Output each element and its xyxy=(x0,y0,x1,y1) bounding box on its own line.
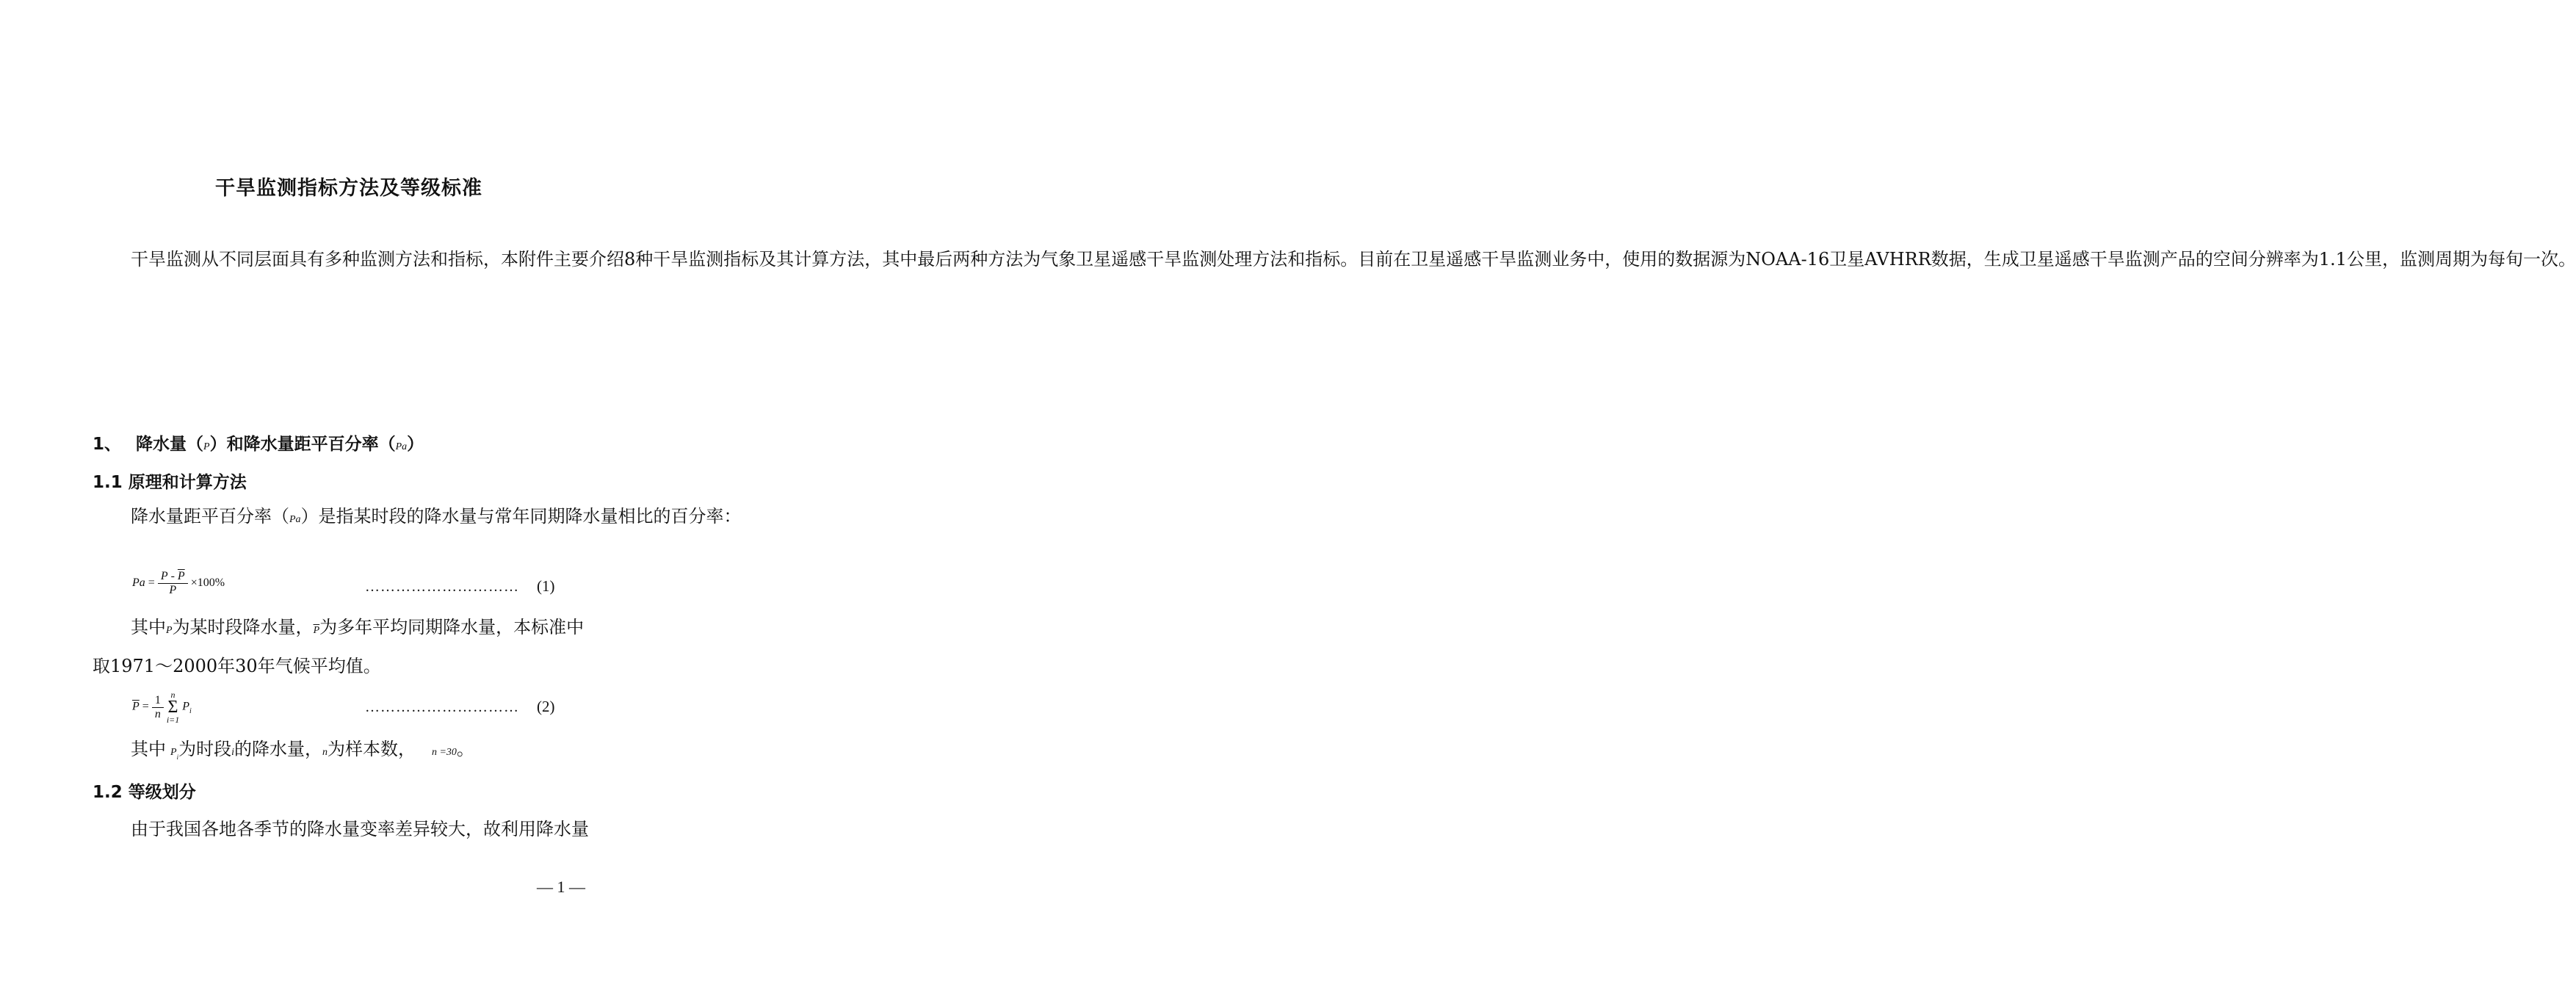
definition-text-a: 降水量距平百分率（ xyxy=(131,506,289,527)
var-p: P xyxy=(203,441,210,452)
eq2-term-sub: i xyxy=(189,706,192,715)
explanation-2: 其中 $P_i$为时段i的降水量，n为样本数， n =30。 xyxy=(131,739,474,761)
eq2-denominator: n xyxy=(154,707,161,720)
eq2-summation: n Σ i=1 xyxy=(166,690,180,725)
subsection-1-1-number: 1.1 xyxy=(93,473,123,492)
grade-paragraph: 由于我国各地各季节的降水量变率差异较大，故利用降水量 xyxy=(131,819,589,839)
eq2-leader-dots: ………………………… xyxy=(365,699,519,715)
equation-2 xyxy=(132,690,192,724)
eq1-equals: = xyxy=(148,576,155,590)
eq1-leader-dots: ………………………… xyxy=(365,579,519,595)
var-pbar-expl: $\overline{P}$ xyxy=(313,625,320,636)
page-title: 干旱监测指标方法及等级标准 xyxy=(215,177,482,200)
subsection-1-1-title: 原理和计算方法 xyxy=(128,473,247,492)
intro-paragraph: 干旱监测从不同层面具有多种监测方法和指标，本附件主要介绍8种干旱监测指标及其计算方法，其中最后两种方法为气象卫星遥感干旱监测处理方法和指标。目前在卫星遥感干旱监测业务中，使用的数据源为NOAA-16卫星AVHRR数据，生成卫星遥感干旱监测产品的空间分辨率为1.1公里，监测周期为每旬一次。 xyxy=(131,249,2576,270)
subsection-1-2-heading xyxy=(93,778,196,803)
eq2-term: P xyxy=(182,700,190,713)
eq2-lhs: $\overline{P}$ xyxy=(132,700,140,713)
section-1-heading xyxy=(93,430,424,455)
definition-text-b: ）是指某时段的降水量与常年同期降水量相比的百分率： xyxy=(300,506,742,527)
page-number: — 1 — xyxy=(537,878,585,896)
eq2-equals: = xyxy=(142,700,149,713)
explanation-1: 其中P为某时段降水量，$\overline{P}$为多年平均同期降水量，本标准中 xyxy=(131,617,585,637)
var-pa: Pa xyxy=(395,441,408,452)
eq1-denominator: P xyxy=(169,584,177,596)
eq2-number: (2) xyxy=(537,698,555,715)
var-pa-inline: Pa xyxy=(289,514,301,525)
section-1-title-c: ） xyxy=(407,435,424,454)
section-1-title-b: ）和降水量距平百分率（ xyxy=(209,435,396,454)
subsection-1-2-number: 1.2 xyxy=(93,783,123,802)
var-p-expl: P xyxy=(166,625,173,636)
var-pi: P xyxy=(170,747,177,758)
var-n: n xyxy=(322,747,328,758)
eq1-numerator: P - $\overline{P}$ xyxy=(158,570,188,584)
eq1-fraction xyxy=(158,570,188,597)
eq2-fraction xyxy=(152,694,164,721)
eq2-numerator: 1 xyxy=(152,694,164,708)
subsection-1-2-title: 等级划分 xyxy=(128,783,196,802)
eq1-tail: ×100% xyxy=(190,576,225,590)
definition-paragraph xyxy=(93,497,742,539)
subsection-1-1-heading xyxy=(93,469,247,493)
equation-1 xyxy=(132,570,225,597)
eq1-lhs: Pa xyxy=(132,576,145,590)
explanation-1-line-2: 取1971～2000年30年气候平均值。 xyxy=(93,656,381,676)
eq1-number: (1) xyxy=(537,577,555,595)
n-equals-30: n =30 xyxy=(431,747,457,758)
section-1-title-a: 降水量（ xyxy=(136,435,204,454)
var-i: i xyxy=(231,747,234,758)
section-1-number: 1、 xyxy=(93,435,122,454)
